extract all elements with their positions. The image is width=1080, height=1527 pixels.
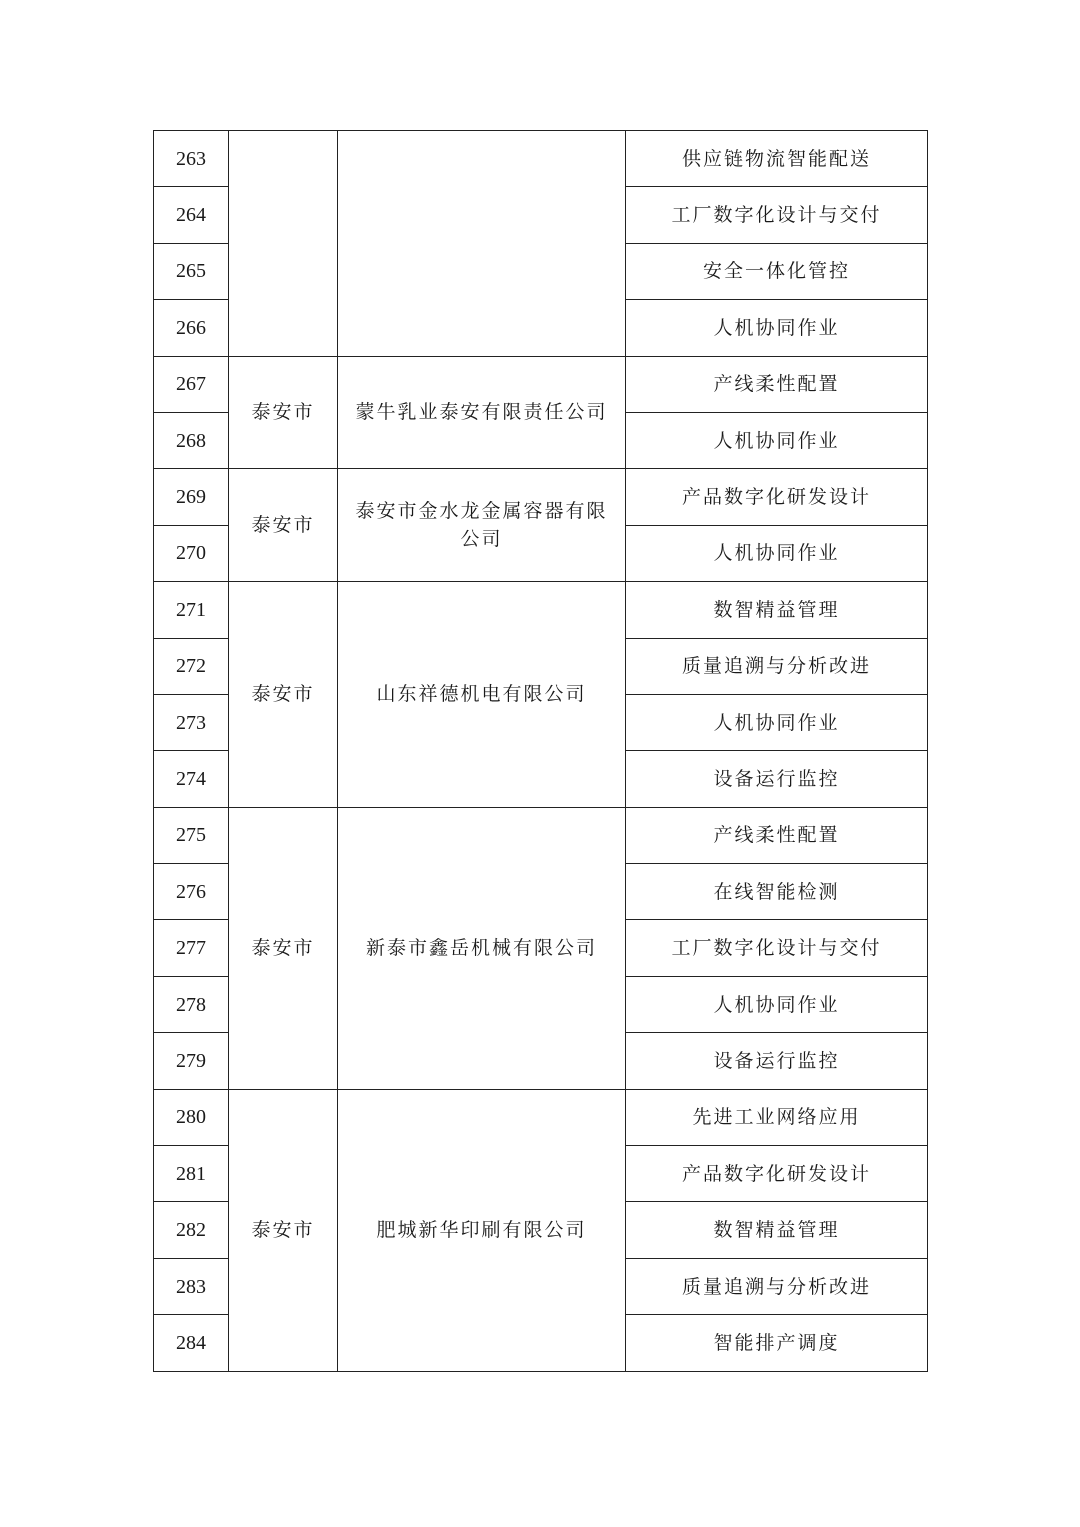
company-cell: 蒙牛乳业泰安有限责任公司 <box>338 356 626 469</box>
scenario-cell: 人机协同作业 <box>626 300 928 356</box>
row-number: 266 <box>154 300 229 356</box>
scenario-cell: 人机协同作业 <box>626 525 928 581</box>
city-cell: 泰安市 <box>229 582 338 808</box>
row-number: 271 <box>154 582 229 638</box>
scenario-cell: 质量追溯与分析改进 <box>626 638 928 694</box>
scenario-cell: 安全一体化管控 <box>626 243 928 299</box>
scenario-cell: 质量追溯与分析改进 <box>626 1258 928 1314</box>
row-number: 270 <box>154 525 229 581</box>
company-cell: 新泰市鑫岳机械有限公司 <box>338 807 626 1089</box>
table-row <box>154 582 928 638</box>
row-number: 284 <box>154 1315 229 1371</box>
row-number: 277 <box>154 920 229 976</box>
row-number: 273 <box>154 694 229 750</box>
scenario-cell: 人机协同作业 <box>626 412 928 468</box>
scenario-cell: 产线柔性配置 <box>626 356 928 412</box>
city-cell: 泰安市 <box>229 807 338 1089</box>
row-number: 272 <box>154 638 229 694</box>
row-number: 267 <box>154 356 229 412</box>
table-row <box>154 356 928 412</box>
document-table-container <box>153 130 928 1372</box>
scenario-cell: 产品数字化研发设计 <box>626 1146 928 1202</box>
scenario-cell: 设备运行监控 <box>626 751 928 807</box>
scenario-cell: 产线柔性配置 <box>626 807 928 863</box>
row-number: 274 <box>154 751 229 807</box>
company-cell: 山东祥德机电有限公司 <box>338 582 626 808</box>
scenario-cell: 数智精益管理 <box>626 582 928 638</box>
row-number: 265 <box>154 243 229 299</box>
city-cell <box>229 131 338 357</box>
row-number: 283 <box>154 1258 229 1314</box>
scenario-cell: 数智精益管理 <box>626 1202 928 1258</box>
scenario-cell: 工厂数字化设计与交付 <box>626 187 928 243</box>
company-cell <box>338 131 626 357</box>
row-number: 269 <box>154 469 229 525</box>
table-row <box>154 1089 928 1145</box>
scenario-cell: 产品数字化研发设计 <box>626 469 928 525</box>
scenario-cell: 供应链物流智能配送 <box>626 131 928 187</box>
table-body <box>154 131 928 1372</box>
row-number: 281 <box>154 1146 229 1202</box>
row-number: 275 <box>154 807 229 863</box>
city-cell: 泰安市 <box>229 469 338 582</box>
row-number: 279 <box>154 1033 229 1089</box>
scenario-cell: 智能排产调度 <box>626 1315 928 1371</box>
scenario-cell: 先进工业网络应用 <box>626 1089 928 1145</box>
row-number: 278 <box>154 976 229 1032</box>
row-number: 264 <box>154 187 229 243</box>
row-number: 276 <box>154 864 229 920</box>
company-cell: 泰安市金水龙金属容器有限公司 <box>338 469 626 582</box>
table-row <box>154 131 928 187</box>
table-row <box>154 469 928 525</box>
scenario-cell: 在线智能检测 <box>626 864 928 920</box>
row-number: 268 <box>154 412 229 468</box>
scenario-cell: 人机协同作业 <box>626 976 928 1032</box>
city-cell: 泰安市 <box>229 1089 338 1371</box>
scenario-cell: 工厂数字化设计与交付 <box>626 920 928 976</box>
row-number: 282 <box>154 1202 229 1258</box>
company-cell: 肥城新华印刷有限公司 <box>338 1089 626 1371</box>
table-row <box>154 807 928 863</box>
enterprise-scenario-table <box>153 130 928 1372</box>
scenario-cell: 人机协同作业 <box>626 694 928 750</box>
row-number: 280 <box>154 1089 229 1145</box>
row-number: 263 <box>154 131 229 187</box>
scenario-cell: 设备运行监控 <box>626 1033 928 1089</box>
city-cell: 泰安市 <box>229 356 338 469</box>
